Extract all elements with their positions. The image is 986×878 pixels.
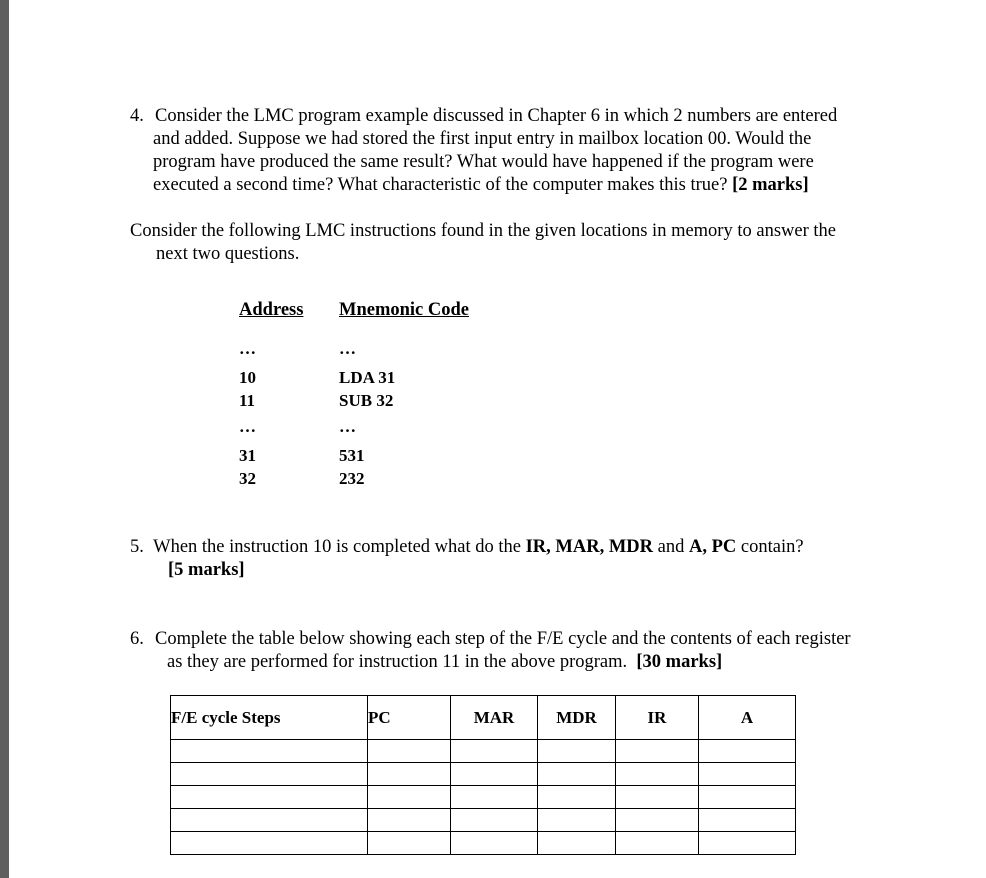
header-fe-cycle-steps: F/E cycle Steps [171,696,368,740]
fe-cycle-table [170,695,796,855]
table-row [171,740,796,763]
mnemonic-code-header: Mnemonic Code [339,300,469,320]
document-page [9,0,986,878]
table-cell [368,832,451,855]
table-cell [171,786,368,809]
code-lda-31: LDA 31 [339,368,396,387]
code-531: 531 [339,446,365,465]
q4-line-1: Consider the LMC program example discussed in Chapter 6 in which 2 numbers are entered [155,106,838,126]
table-cell [171,740,368,763]
table-cell [538,809,616,832]
table-cell [368,786,451,809]
q5-marks: [5 marks] [168,560,245,580]
table-cell [368,809,451,832]
address-ellipsis-2: … [239,417,256,436]
address-11: 11 [239,391,256,410]
table-cell [368,763,451,786]
address-31: 31 [239,446,256,465]
table-cell [171,809,368,832]
table-cell [616,740,699,763]
table-cell [699,763,796,786]
table-cell [538,832,616,855]
table-row [171,786,796,809]
header-mdr: MDR [538,696,616,740]
left-window-edge [0,0,9,878]
code-ellipsis-1: … [339,339,356,358]
table-cell [171,763,368,786]
table-cell [699,809,796,832]
q4-marks: [2 marks] [732,175,809,195]
table-row [171,832,796,855]
table-cell [616,763,699,786]
table-cell [538,786,616,809]
q4-line-2: and added. Suppose we had stored the first input entry in mailbox location 00. Would the [153,129,812,149]
q4-line-3: program have produced the same result? What would have happened if the program were [153,152,814,172]
code-ellipsis-2: … [339,417,356,436]
table-cell [368,740,451,763]
table-cell [171,832,368,855]
code-sub-32: SUB 32 [339,391,394,410]
q4-number: 4. [130,106,144,126]
q6-line-2: as they are performed for instruction 11 in the above program. [30 marks] [167,652,723,672]
table-cell [699,740,796,763]
table-cell [451,740,538,763]
table-cell [538,763,616,786]
table-cell [616,809,699,832]
address-ellipsis-1: … [239,339,256,358]
table-row [171,763,796,786]
q4-line-4: executed a second time? What characteristic of the computer makes this true? [2 marks] [153,175,809,195]
table-cell [451,809,538,832]
table-cell [451,786,538,809]
address-32: 32 [239,469,256,488]
header-pc: PC [368,696,451,740]
table-cell [699,832,796,855]
table-cell [616,832,699,855]
table-row [171,809,796,832]
q6-line-1: Complete the table below showing each step of the F/E cycle and the contents of each register [155,629,851,649]
intro-line-1: Consider the following LMC instructions found in the given locations in memory to answer the [130,221,836,241]
fe-table-header-row [171,696,796,740]
table-cell [616,786,699,809]
table-cell [451,763,538,786]
table-cell [699,786,796,809]
intro-line-2: next two questions. [156,244,300,264]
header-a: A [699,696,796,740]
q6-number: 6. [130,629,144,649]
table-cell [538,740,616,763]
header-ir: IR [616,696,699,740]
address-header: Address [239,300,304,320]
header-mar: MAR [451,696,538,740]
q5-line-1: 5. When the instruction 10 is completed what do the IR, MAR, MDR and A, PC contain? [130,537,804,557]
q6-marks: [30 marks] [636,652,723,672]
address-10: 10 [239,368,256,387]
table-cell [451,832,538,855]
code-232: 232 [339,469,365,488]
